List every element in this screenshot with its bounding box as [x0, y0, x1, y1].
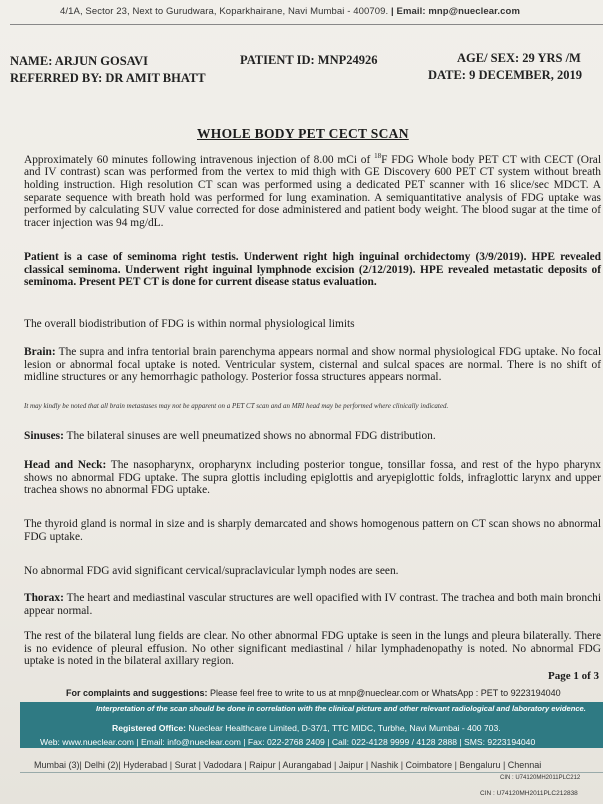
header-divider	[10, 24, 603, 25]
report-date: DATE: 9 DECEMBER, 2019	[428, 68, 582, 82]
referred-by: REFERRED BY: DR AMIT BHATT	[10, 71, 206, 85]
thorax-section	[24, 592, 601, 617]
head-neck-label: Head and Neck:	[24, 459, 107, 471]
patient-id: PATIENT ID: MNP24926	[240, 53, 378, 67]
age-sex: AGE/ SEX: 29 YRS /M	[457, 51, 581, 65]
page-number: Page 1 of 3	[547, 670, 599, 682]
procedure-text-b: F FDG Whole body PET CT with CECT (Oral and IV contrast) scan was performed from the vertex to mid thigh with GE Discovery 600 PET CT system without breath holding instruction. High resolution CT scan was performed using a dedicated PET scanner with 16 slice/sec MDCT. A separate sequence with breath hold was performed for lung examination. A semiquantitative analysis of FDG uptake was performed by calculating SUV value corrected for dose administered and patient body weight. The blood sugar at the time of tracer injection was 94 mg/dL.	[24, 153, 601, 229]
header-address	[60, 6, 520, 17]
branch-cities: Mumbai (3)| Delhi (2)| Hyderabad | Surat | Vadodara | Raipur | Aurangabad | Jaipur | Nashik | Coimbatore | Bengaluru | Chennai	[34, 760, 542, 770]
head-neck-section	[24, 459, 601, 497]
header-email: | Email: mnp@nueclear.com	[391, 6, 521, 17]
complaints-text: Please feel free to write to us at mnp@nueclear.com or WhatsApp : PET to 9223194040	[207, 688, 561, 698]
cin-small: CIN : U74120MH2011PLC212	[500, 775, 581, 781]
isotope-superscript: 18	[374, 152, 382, 160]
brain-text: The supra and infra tentorial brain parenchyma appears normal and show normal physiological FDG uptake. No focal lesion or abnormal focal uptake is noted. Ventricular system, cisternal and sulcal spaces are normal. There is no shift of midline structures or any hemorrhagic pathology. Posterior fossa structures appears normal.	[24, 346, 601, 384]
complaints-line	[66, 688, 561, 698]
cin-number: CIN : U74120MH2011PLC212838	[480, 790, 578, 797]
sinuses-text: The bilateral sinuses are well pneumatized shows no abnormal FDG distribution.	[63, 430, 436, 442]
footer-divider	[20, 772, 603, 773]
brain-label: Brain:	[24, 346, 56, 358]
mri-note: It may kindly be noted that all brain metastases may not be apparent on a PET CT scan and an MRI head may be performed where clinically indicated.	[24, 402, 449, 410]
lungs-paragraph: The rest of the bilateral lung fields are clear. No other abnormal FDG uptake is seen in the lungs and pleura bilaterally. There is no evidence of pleural effusion. No other significant mediastinal / hilar lymphadenopathy is noted. No abnormal FDG uptake is noted in the bilateral axillary region.	[24, 630, 601, 668]
thorax-text: The heart and mediastinal vascular structures are well opacified with IV contrast. The trachea and both main bronchi appear normal.	[24, 592, 601, 617]
contact-line: Web: www.nueclear.com | Email: info@nueclear.com | Fax: 022-2768 2409 | Call: 022-4128 9999 / 4128 2888 | SMS: 9223194040	[40, 737, 536, 747]
registered-text: Nueclear Healthcare Limited, D-37/1, TTC MIDC, Turbhe, Navi Mumbai - 400 703.	[186, 723, 501, 733]
report-title: WHOLE BODY PET CECT SCAN	[197, 126, 409, 141]
clinical-history: Patient is a case of seminoma right testis. Underwent right high inguinal orchidectomy (3/9/2019). HPE revealed classical seminoma. Underwent right inguinal lymphnode excision (2/12/2019). HPE revealed metastatic deposits of seminoma. Present PET CT is done for current disease status evaluation.	[24, 251, 601, 289]
thorax-label: Thorax:	[24, 592, 64, 604]
sinuses-section	[24, 430, 601, 443]
address-text: 4/1A, Sector 23, Next to Gurudwara, Koparkhairane, Navi Mumbai - 400709.	[60, 6, 389, 17]
patient-name: NAME: ARJUN GOSAVI	[10, 54, 148, 68]
procedure-paragraph	[24, 150, 601, 229]
thyroid-paragraph: The thyroid gland is normal in size and is sharply demarcated and shows homogenous pattern on CT scan shows no abnormal FDG uptake.	[24, 518, 601, 543]
registered-label: Registered Office:	[112, 723, 187, 733]
sinuses-label: Sinuses:	[24, 430, 64, 442]
brain-section	[24, 346, 601, 384]
complaints-label: For complaints and suggestions:	[66, 688, 208, 698]
head-neck-text: The nasopharynx, oropharynx including posterior tongue, tonsillar fossa, and rest of the hypo pharynx shows no abnormal FDG uptake. The supra glottis including epiglottis and aryepiglottic folds, infraglottic larynx and upper trachea shows no abnormal FDG uptake.	[24, 459, 601, 497]
lymph-nodes-paragraph: No abnormal FDG avid significant cervical/supraclavicular lymph nodes are seen.	[24, 565, 399, 577]
procedure-text-a: Approximately 60 minutes following intravenous injection of 8.00 mCi of	[24, 153, 375, 166]
overall-biodistribution: The overall biodistribution of FDG is within normal physiological limits	[24, 318, 355, 330]
interpretation-note: Interpretation of the scan should be done in correlation with the clinical picture and other relevant radiological and laboratory evidence.	[96, 704, 586, 713]
registered-office	[112, 723, 501, 733]
